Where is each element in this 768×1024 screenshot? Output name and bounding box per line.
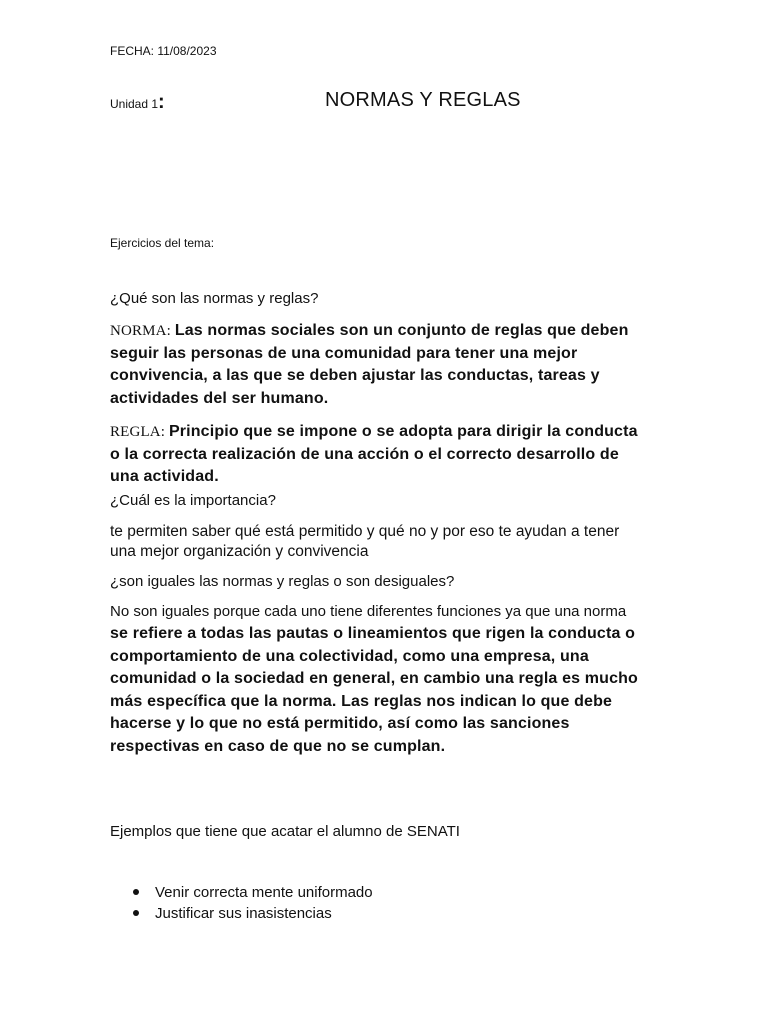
unit-colon: : — [158, 91, 165, 113]
importance-answer: te permiten saber qué está permitido y qué no y por eso te ayudan a tener una mejor organización y convivencia — [110, 523, 620, 560]
unit-label — [110, 91, 165, 113]
examples-heading: Ejemplos que tiene que acatar el alumno de SENATI — [110, 823, 460, 840]
regla-definition — [110, 421, 650, 489]
list-item-text: Justificar sus inasistencias — [155, 905, 332, 922]
examples-list — [133, 882, 373, 924]
norma-text: Las normas sociales son un conjunto de reglas que deben seguir las personas de una comunidad para tener una mejor convivencia, a las que se deben ajustar las conductas, tareas y actividades del ser humano. — [110, 322, 629, 407]
bullet-icon — [133, 889, 139, 895]
regla-text: Principio que se impone o se adopta para dirigir la conducta o la correcta realización de una acción o el correcto desarrollo de una actividad. — [110, 423, 638, 485]
list-item — [133, 903, 373, 924]
date-line: FECHA: 11/08/2023 — [110, 44, 217, 58]
exercises-heading: Ejercicios del tema: — [110, 236, 215, 250]
bullet-icon — [133, 910, 139, 916]
list-item — [133, 882, 373, 903]
question-1: ¿Qué son las normas y reglas? — [110, 290, 319, 307]
question-2: ¿Cuál es la importancia? — [110, 492, 276, 509]
norma-definition — [110, 320, 650, 410]
comparison-intro: No son iguales porque cada uno tiene diferentes funciones ya que una norma — [110, 603, 627, 620]
document-title: NORMAS Y REGLAS — [325, 89, 521, 111]
question-3: ¿son iguales las normas y reglas o son desiguales? — [110, 573, 455, 590]
list-item-text: Venir correcta mente uniformado — [155, 884, 373, 901]
comparison-detail: se refiere a todas las pautas o lineamientos que rigen la conducta o comportamiento de una colectividad, como una empresa, una comunidad o la sociedad en general, en cambio una regla es mucho más específica que la norma. Las reglas nos indican lo que debe hacerse y lo que no está permitido, así como las sanciones respectivas en caso de que no se cumplan. — [110, 625, 638, 755]
norma-label: NORMA: — [110, 323, 175, 339]
regla-label: REGLA: — [110, 424, 169, 440]
unit-label-text: Unidad 1 — [110, 97, 159, 111]
comparison-answer — [110, 603, 660, 758]
